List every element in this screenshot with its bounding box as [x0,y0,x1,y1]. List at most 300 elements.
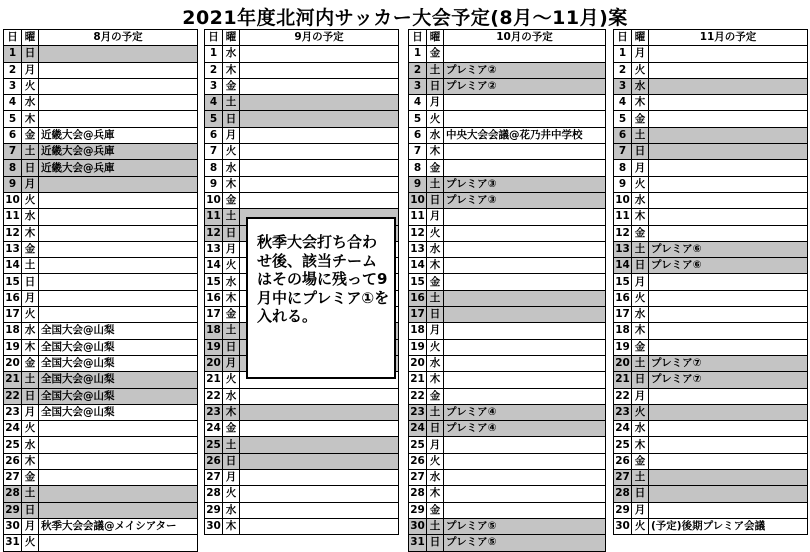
day-cell: 15 [205,274,223,290]
calendar-row [205,421,399,437]
calendar-row [4,176,198,192]
event-cell [444,486,606,502]
weekday-cell: 土 [632,470,649,486]
weekday-cell: 金 [22,355,39,371]
event-cell: プレミア② [444,62,606,78]
event-cell [444,144,606,160]
calendar-row [409,225,606,241]
calendar-row [409,258,606,274]
event-cell [649,421,808,437]
weekday-cell: 金 [632,339,649,355]
day-cell: 20 [614,355,632,371]
day-cell: 25 [409,437,427,453]
event-cell [649,274,808,290]
calendar-row [4,46,198,62]
event-cell [649,111,808,127]
day-cell: 25 [205,437,223,453]
weekday-cell: 土 [632,127,649,143]
event-cell [39,453,198,469]
weekday-cell: 金 [427,274,444,290]
weekday-cell: 木 [427,144,444,160]
calendar-row [614,453,808,469]
day-cell: 28 [205,486,223,502]
calendar-row [4,241,198,257]
calendar-row [4,78,198,94]
calendar-row [4,502,198,518]
calendar-row [409,192,606,208]
event-cell [649,176,808,192]
day-cell: 28 [614,486,632,502]
weekday-cell: 木 [632,209,649,225]
event-cell [649,486,808,502]
day-cell: 12 [4,225,22,241]
header-month-schedule: 8月の予定 [39,30,198,46]
event-cell: プレミア⑥ [649,241,808,257]
weekday-cell: 日 [632,258,649,274]
event-cell [39,46,198,62]
event-cell [39,470,198,486]
day-cell: 30 [4,518,22,534]
day-cell: 8 [205,160,223,176]
weekday-cell: 火 [223,486,240,502]
weekday-cell: 火 [632,404,649,420]
weekday-cell: 木 [22,453,39,469]
day-cell: 29 [614,502,632,518]
event-cell [649,225,808,241]
weekday-cell: 日 [223,453,240,469]
day-cell: 1 [614,46,632,62]
day-cell: 29 [4,502,22,518]
weekday-cell: 月 [223,241,240,257]
weekday-cell: 日 [427,192,444,208]
event-cell: プレミア③ [444,192,606,208]
day-cell: 20 [409,355,427,371]
weekday-cell: 月 [22,62,39,78]
calendar-row [4,127,198,143]
day-cell: 18 [4,323,22,339]
day-cell: 8 [4,160,22,176]
event-cell: 全国大会@山梨 [39,372,198,388]
weekday-cell: 火 [223,372,240,388]
weekday-cell: 月 [632,502,649,518]
event-cell [240,111,399,127]
weekday-cell: 月 [427,209,444,225]
calendar-row [614,323,808,339]
day-cell: 31 [4,535,22,551]
calendar-row [205,470,399,486]
calendar-row [614,339,808,355]
calendar-row [205,404,399,420]
day-cell: 12 [205,225,223,241]
event-cell [39,486,198,502]
day-cell: 27 [4,470,22,486]
calendar-row [614,192,808,208]
calendar-row [409,111,606,127]
header-weekday: 曜 [22,30,39,46]
weekday-cell: 木 [427,372,444,388]
calendar-row [614,518,808,534]
day-cell: 11 [409,209,427,225]
calendar-row [614,437,808,453]
weekday-cell: 火 [632,62,649,78]
weekday-cell: 木 [632,95,649,111]
day-cell: 2 [409,62,427,78]
day-cell: 2 [614,62,632,78]
day-cell: 5 [409,111,427,127]
weekday-cell: 月 [427,323,444,339]
weekday-cell: 日 [22,160,39,176]
day-cell: 7 [614,144,632,160]
event-cell: プレミア④ [444,421,606,437]
day-cell: 1 [4,46,22,62]
weekday-cell: 火 [632,176,649,192]
weekday-cell: 土 [427,518,444,534]
calendar-row [614,486,808,502]
weekday-cell: 日 [632,144,649,160]
weekday-cell: 日 [223,225,240,241]
weekday-cell: 月 [223,127,240,143]
day-cell: 25 [4,437,22,453]
weekday-cell: 水 [223,160,240,176]
calendar-row [614,241,808,257]
weekday-cell: 金 [22,470,39,486]
header-day: 日 [409,30,427,46]
weekday-cell: 月 [632,274,649,290]
day-cell: 3 [409,78,427,94]
event-cell [444,160,606,176]
calendar-row [409,339,606,355]
event-cell [444,95,606,111]
calendar-row [614,274,808,290]
day-cell: 5 [614,111,632,127]
calendar-row [614,388,808,404]
weekday-cell: 月 [22,518,39,534]
calendar-row [205,62,399,78]
weekday-cell: 水 [22,323,39,339]
day-cell: 26 [614,453,632,469]
header-month-schedule: 9月の予定 [240,30,399,46]
calendar-row [409,160,606,176]
event-cell [444,339,606,355]
day-cell: 16 [614,290,632,306]
calendar-row [205,518,399,534]
weekday-cell: 木 [223,518,240,534]
weekday-cell: 火 [223,258,240,274]
calendar-row [205,453,399,469]
weekday-cell: 金 [22,241,39,257]
calendar-row [205,502,399,518]
weekday-cell: 土 [22,258,39,274]
day-cell: 23 [4,404,22,420]
day-cell: 3 [614,78,632,94]
day-cell: 11 [614,209,632,225]
calendar-row [409,46,606,62]
calendar-row [614,46,808,62]
weekday-cell: 土 [223,209,240,225]
weekday-cell: 水 [223,274,240,290]
day-cell: 30 [409,518,427,534]
weekday-cell: 水 [632,307,649,323]
day-cell: 23 [205,404,223,420]
weekday-cell: 月 [223,470,240,486]
day-cell: 26 [409,453,427,469]
day-cell: 4 [205,95,223,111]
weekday-cell: 日 [427,78,444,94]
day-cell: 18 [614,323,632,339]
day-cell: 4 [4,95,22,111]
event-cell [649,404,808,420]
header-month-schedule: 11月の予定 [649,30,808,46]
weekday-cell: 木 [632,323,649,339]
calendar-row [205,160,399,176]
event-cell [649,78,808,94]
calendar-row [614,111,808,127]
day-cell: 15 [409,274,427,290]
day-cell: 14 [614,258,632,274]
calendar-row [409,62,606,78]
day-cell: 3 [205,78,223,94]
calendar-row [4,453,198,469]
event-cell [444,225,606,241]
day-cell: 5 [4,111,22,127]
calendar-row [409,518,606,534]
event-cell [240,470,399,486]
weekday-cell: 水 [632,421,649,437]
calendar-row [205,95,399,111]
event-cell [444,241,606,257]
calendar-row [614,502,808,518]
event-cell [39,258,198,274]
event-cell: 全国大会@山梨 [39,404,198,420]
event-cell [649,502,808,518]
calendar-header-row [409,30,606,46]
calendar-row [409,453,606,469]
day-cell: 22 [205,388,223,404]
day-cell: 14 [409,258,427,274]
calendar-row [409,78,606,94]
calendar-row [409,421,606,437]
event-cell [240,421,399,437]
event-cell [240,127,399,143]
calendar-row [4,192,198,208]
weekday-cell: 水 [632,78,649,94]
event-cell [240,404,399,420]
calendar-row [4,62,198,78]
calendar-row [409,372,606,388]
weekday-cell: 火 [632,518,649,534]
weekday-cell: 土 [427,290,444,306]
weekday-cell: 土 [22,486,39,502]
weekday-cell: 火 [427,339,444,355]
day-cell: 6 [614,127,632,143]
calendar-row [4,144,198,160]
event-cell [649,160,808,176]
event-cell [444,274,606,290]
day-cell: 22 [4,388,22,404]
event-cell [649,127,808,143]
weekday-cell: 金 [223,192,240,208]
event-cell [444,111,606,127]
day-cell: 21 [409,372,427,388]
weekday-cell: 水 [22,95,39,111]
day-cell: 14 [205,258,223,274]
calendar-row [614,372,808,388]
calendar-row [614,62,808,78]
day-cell: 9 [205,176,223,192]
weekday-cell: 金 [632,225,649,241]
calendar-row [4,225,198,241]
event-cell [39,437,198,453]
event-cell: 近畿大会@兵庫 [39,144,198,160]
calendar-row [4,339,198,355]
day-cell: 10 [409,192,427,208]
event-cell: プレミア⑥ [649,258,808,274]
event-cell [240,502,399,518]
calendar-row [205,192,399,208]
weekday-cell: 月 [22,404,39,420]
day-cell: 24 [4,421,22,437]
weekday-cell: 月 [632,160,649,176]
calendar-row [409,323,606,339]
calendar-row [409,502,606,518]
day-cell: 22 [614,388,632,404]
weekday-cell: 日 [22,502,39,518]
event-cell [649,307,808,323]
weekday-cell: 土 [427,404,444,420]
weekday-cell: 月 [427,95,444,111]
weekday-cell: 月 [22,176,39,192]
weekday-cell: 木 [22,225,39,241]
day-cell: 14 [4,258,22,274]
event-cell [444,355,606,371]
day-cell: 13 [4,241,22,257]
day-cell: 17 [614,307,632,323]
event-cell [444,307,606,323]
weekday-cell: 日 [22,46,39,62]
day-cell: 22 [409,388,427,404]
calendar-row [409,274,606,290]
weekday-cell: 木 [427,258,444,274]
weekday-cell: 金 [632,453,649,469]
weekday-cell: 水 [632,192,649,208]
weekday-cell: 木 [223,404,240,420]
event-cell: 全国大会@山梨 [39,355,198,371]
day-cell: 9 [4,176,22,192]
event-cell [444,437,606,453]
day-cell: 6 [205,127,223,143]
calendar-row [409,437,606,453]
event-cell [240,144,399,160]
calendar-row [205,144,399,160]
event-cell [39,209,198,225]
weekday-cell: 金 [427,388,444,404]
header-day: 日 [614,30,632,46]
weekday-cell: 木 [427,486,444,502]
day-cell: 24 [205,421,223,437]
event-cell: プレミア⑦ [649,372,808,388]
calendar-row [614,355,808,371]
event-cell [649,339,808,355]
weekday-cell: 火 [427,453,444,469]
event-cell: 全国大会@山梨 [39,388,198,404]
calendar-row [4,372,198,388]
day-cell: 2 [205,62,223,78]
header-weekday: 曜 [632,30,649,46]
day-cell: 19 [205,339,223,355]
weekday-cell: 土 [427,62,444,78]
weekday-cell: 金 [427,46,444,62]
weekday-cell: 月 [22,290,39,306]
weekday-cell: 木 [22,111,39,127]
day-cell: 18 [205,323,223,339]
day-cell: 13 [205,241,223,257]
calendar-row [4,404,198,420]
event-cell: プレミア③ [444,176,606,192]
event-cell [39,111,198,127]
event-cell [39,307,198,323]
event-cell [649,209,808,225]
day-cell: 10 [4,192,22,208]
event-cell [649,453,808,469]
event-cell [444,323,606,339]
weekday-cell: 日 [22,388,39,404]
event-cell: 近畿大会@兵庫 [39,160,198,176]
calendar-row [205,388,399,404]
weekday-cell: 金 [223,307,240,323]
weekday-cell: 木 [22,339,39,355]
calendar-row [205,78,399,94]
event-cell [649,192,808,208]
weekday-cell: 水 [223,502,240,518]
event-cell [444,290,606,306]
calendar-row [409,388,606,404]
event-cell [444,453,606,469]
day-cell: 17 [205,307,223,323]
day-cell: 29 [205,502,223,518]
weekday-cell: 日 [223,339,240,355]
calendar-row [614,421,808,437]
calendar-row [614,209,808,225]
weekday-cell: 火 [223,144,240,160]
calendar-row [4,437,198,453]
weekday-cell: 金 [223,421,240,437]
event-cell [240,518,399,534]
weekday-cell: 木 [223,176,240,192]
day-cell: 1 [409,46,427,62]
weekday-cell: 水 [427,127,444,143]
day-cell: 28 [4,486,22,502]
day-cell: 17 [409,307,427,323]
calendar-row [4,290,198,306]
weekday-cell: 日 [632,486,649,502]
weekday-cell: 水 [427,241,444,257]
weekday-cell: 火 [427,111,444,127]
header-month-schedule: 10月の予定 [444,30,606,46]
calendar-row [205,127,399,143]
weekday-cell: 金 [427,502,444,518]
calendar-row [205,176,399,192]
day-cell: 30 [614,518,632,534]
day-cell: 9 [614,176,632,192]
weekday-cell: 月 [223,355,240,371]
calendar-row [4,111,198,127]
day-cell: 6 [4,127,22,143]
weekday-cell: 土 [223,437,240,453]
event-cell [444,502,606,518]
calendar-row [4,307,198,323]
header-day: 日 [4,30,22,46]
day-cell: 8 [614,160,632,176]
